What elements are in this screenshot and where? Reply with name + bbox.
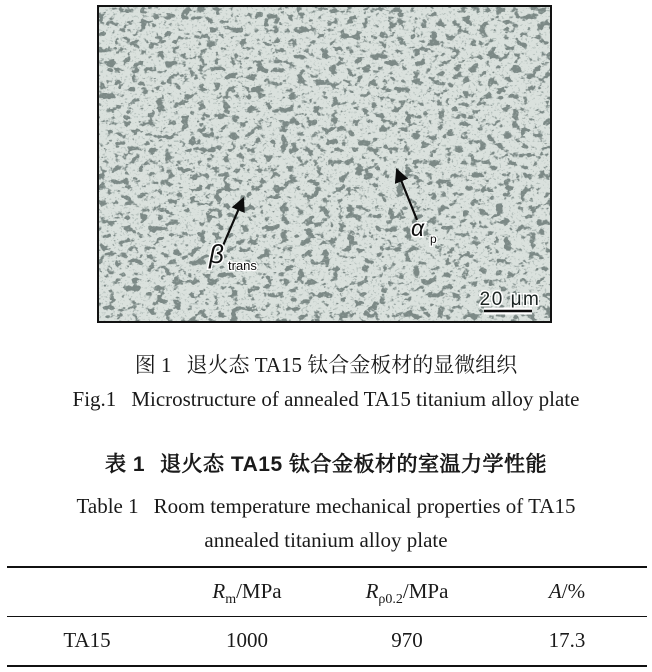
grain-texture-fine	[99, 7, 550, 321]
figure-caption-en-text: Microstructure of annealed TA15 titanium alloy plate	[131, 387, 580, 411]
cell-rm: 1000	[226, 628, 268, 652]
micrograph-image	[99, 7, 550, 321]
table-header-rm	[167, 567, 327, 617]
beta-label-subscript: trans	[228, 258, 257, 273]
header-2-main: R	[365, 579, 379, 603]
table-caption-en-text1: Room temperature mechanical properties of TA15	[153, 494, 576, 518]
alpha-label-symbol: α	[411, 215, 425, 241]
table-caption-zh	[0, 448, 652, 478]
table-caption-en-line1	[0, 494, 652, 519]
beta-label-symbol: β	[209, 239, 224, 269]
table-caption-zh-text: 退火态 TA15 钛合金板材的室温力学性能	[160, 453, 547, 476]
header-2-sub: ρ0.2	[378, 592, 403, 608]
figure-caption-en	[0, 387, 652, 412]
figure-caption-en-label: Fig.1	[72, 387, 117, 411]
cell-rp02: 970	[391, 628, 423, 652]
table-caption-en-line2	[0, 528, 652, 553]
cell-alloy: TA15	[63, 628, 111, 652]
header-3-unit: /%	[561, 579, 586, 603]
table-row	[7, 617, 647, 667]
table-caption-zh-label: 表 1	[105, 453, 146, 476]
header-1-unit: /MPa	[236, 579, 282, 603]
table-header-a	[487, 567, 647, 617]
table-caption-en-label: Table 1	[76, 494, 139, 518]
header-3-main: A	[548, 579, 562, 603]
header-2-unit: /MPa	[402, 579, 449, 603]
header-1-main: R	[212, 579, 226, 603]
properties-table-wrap	[7, 566, 647, 667]
figure-caption-zh-label: 图 1	[134, 353, 172, 377]
figure-caption-zh	[0, 349, 652, 379]
table-header-empty	[7, 567, 167, 617]
alpha-label-subscript: p	[430, 232, 437, 246]
header-1-sub: m	[225, 592, 237, 608]
micrograph-figure	[97, 5, 552, 323]
properties-table	[7, 566, 647, 667]
figure-caption-zh-text: 退火态 TA15 钛合金板材的显微组织	[186, 353, 518, 377]
cell-a: 17.3	[548, 628, 586, 652]
table-header-row	[7, 567, 647, 617]
table-header-rp02	[327, 567, 487, 617]
table-caption-en-text2: annealed titanium alloy plate	[204, 528, 448, 552]
scale-bar-label: 20 μm	[479, 289, 541, 310]
